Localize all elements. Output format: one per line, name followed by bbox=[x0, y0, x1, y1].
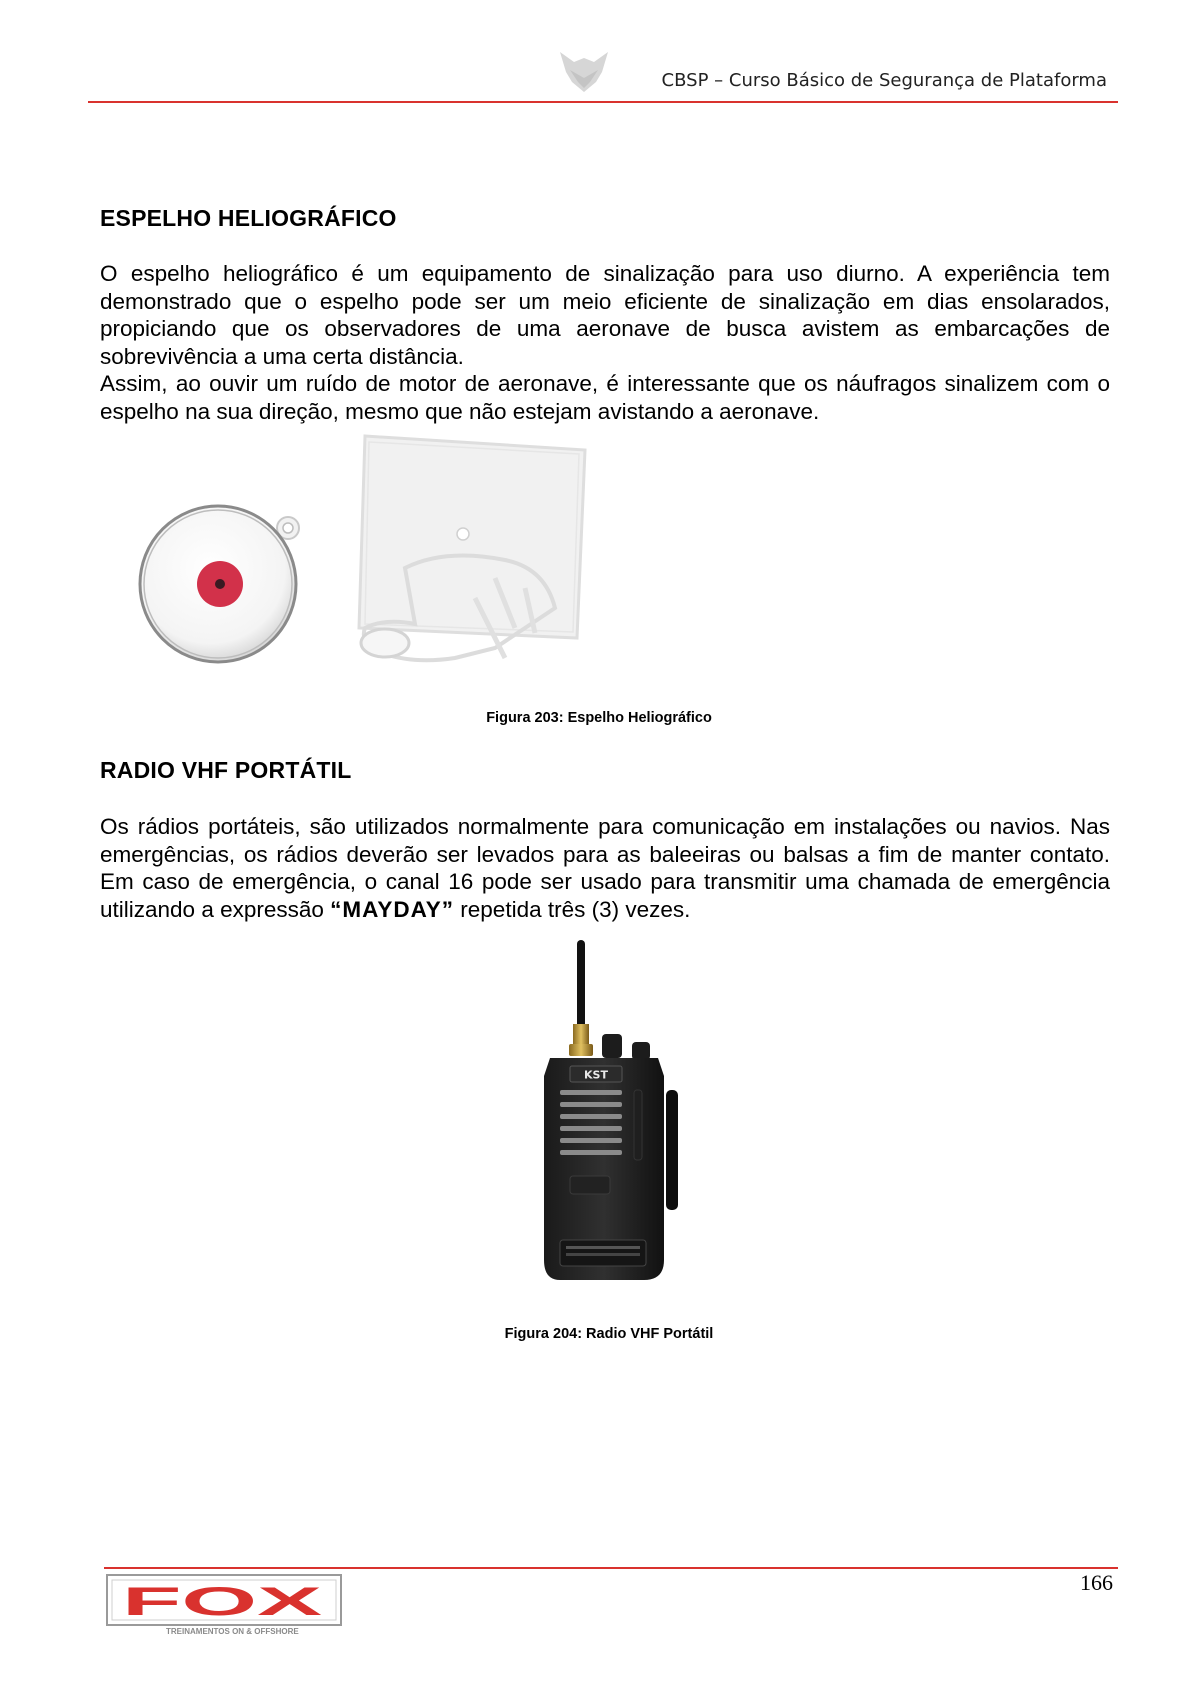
header-divider bbox=[88, 101, 1118, 103]
figure-caption-204: Figura 204: Radio VHF Portátil bbox=[504, 1326, 714, 1342]
radio-paragraph-text: Os rádios portáteis, são utilizados normalmente para comunicação em instalações ou navios. Nas emergências, os rádios deverão ser levados para as baleeiras ou balsas a fim de manter contato. Em caso de emergência, o canal 16 pode ser usado para transmitir uma chamada de emergência utilizando a expressão bbox=[100, 814, 1110, 922]
figure-caption-203: Figura 203: Espelho Heliográfico bbox=[486, 710, 712, 726]
radio-paragraph-tail: repetida três (3) vezes. bbox=[454, 896, 691, 922]
section-heading-espelho: ESPELHO HELIOGRÁFICO bbox=[100, 205, 397, 231]
espelho-paragraph-2: Assim, ao ouvir um ruído de motor de aeronave, é interessante que os náufragos sinalizem com o espelho na sua direção, mesmo que não estejam avistando a aeronave. bbox=[100, 371, 1110, 424]
vhf-radio-image bbox=[540, 940, 686, 1301]
fox-company-logo bbox=[106, 1574, 342, 1636]
espelho-paragraph-1: O espelho heliográfico é um equipamento de sinalização para uso diurno. A experiência tem demonstrado que o espelho pode ser um meio eficiente de sinalização em dias ensolarados, propiciando que os observadores de uma aeronave de busca avistem as embarcações de sobrevivência a uma certa distância. bbox=[100, 261, 1110, 369]
header-title: CBSP – Curso Básico de Segurança de Plataforma bbox=[661, 70, 1107, 91]
round-signal-mirror-image bbox=[138, 498, 310, 675]
page-number: 166 bbox=[1080, 1570, 1113, 1595]
section-heading-radio: RADIO VHF PORTÁTIL bbox=[100, 757, 352, 783]
square-signal-mirror-image bbox=[345, 428, 605, 695]
logo-tagline: TREINAMENTOS ON & OFFSHORE bbox=[166, 1627, 299, 1636]
logo-wordmark: FOX bbox=[122, 1580, 323, 1624]
radio-brand-label: KST bbox=[584, 1068, 608, 1082]
radio-paragraph bbox=[100, 813, 1110, 923]
footer-divider bbox=[104, 1567, 1118, 1569]
mayday-emphasis: “MAYDAY” bbox=[330, 896, 455, 922]
fox-head-logo-icon bbox=[556, 48, 612, 96]
